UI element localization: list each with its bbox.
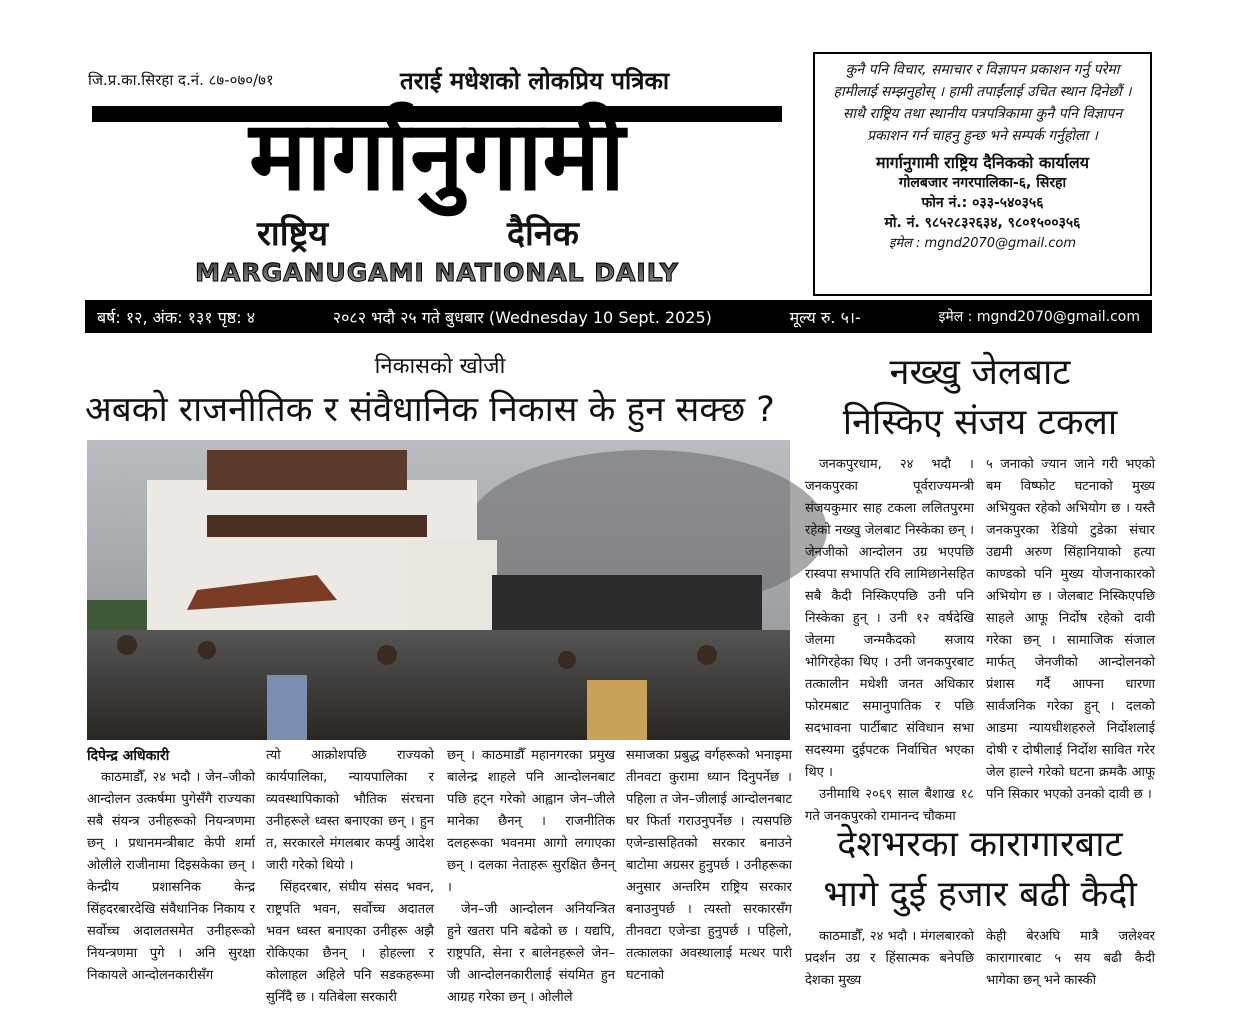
main-photo	[87, 440, 790, 740]
paragraph: सिंहदरबार, संघीय संसद भवन, राष्ट्रपति भवन, सर्वोच्च अदातल भवन ध्वस्त बनाएका उनीहरू अझै रोकिएका छैनन् । होहल्ला र कोलाहल अहिले पनि सडकहरूमा सुनिँदै छ । यतिबेला सरकारी	[266, 880, 434, 1005]
story-two-column-2	[986, 454, 1155, 806]
story-three-column-2	[986, 926, 1155, 992]
price: मूल्य रु. ५।-	[789, 307, 861, 327]
paragraph: काठमाडौँ, २४ भदौ । जेन–जीको आन्दोलन उत्कर्षमा पुगेसँगै राज्यका सबै संयन्त्र उनीहरूको नियन्त्रणमा छन् । प्रधानमन्त्रीबाट केपी शर्मा ओलीले राजीनामा दिइसकेका छन् । केन्द्रीय प्रशासनिक केन्द्र सिंहदरबारदेखि संवैधानिक निकाय र सर्वोच्च अदालतसमेत उनीहरूको नियन्त्रणमा पुगे । अनि सुरक्षा निकायले आन्दोलनकारीसँग	[87, 770, 255, 983]
paragraph: जेन–जी आन्दोलन अनियन्त्रित हुने खतरा पनि बढेको छ । यद्यपि, राष्ट्रपति, सेना र बालेनहरूले जेन–जी आन्दोलनकारीलाई संयमित हुन आग्रह गरेका छन् । ओलीले	[447, 902, 615, 1005]
ad-message: कुनै पनि विचार, समाचार र विज्ञापन प्रकाशन गर्नु परेमा हामीलाई सम्झनुहोस् । हामी तपाईंलाई उचित स्थान दिनेछौं । साथै राष्ट्रिय तथा स्थानीय पत्रपत्रिकामा कुनै पनि विज्ञापन प्रकाशन गर्न चाहनु हुन्छ भने सम्पर्क गर्नुहोला ।	[833, 62, 1132, 144]
ad-mobile: मो. नं. ९८५२८३२६३४, ९८०१५००३५६	[884, 215, 1081, 231]
story-three-column-1	[805, 926, 974, 992]
issue-info: बर्ष: १२, अंक: १३१ पृष्ठ: ४	[97, 307, 256, 327]
paragraph: काठमाडौँ, २४ भदौ । मंगलबारको प्रदर्शन उग्र र हिंसात्मक बनेपछि देशका मुख्य	[805, 929, 974, 988]
byline: दिपेन्द्र अधिकारी	[87, 748, 170, 764]
main-headline[interactable]: अबको राजनीतिक र संवैधानिक निकास के हुन सक्छ ?	[85, 390, 775, 430]
issue-date: २०८२ भदौ २५ गते बुधबार (Wednesday 10 Sept. 2025)	[332, 307, 712, 327]
story-two-column-1	[805, 454, 974, 824]
paragraph: त्यो आक्रोशपछि राज्यको कार्यपालिका, न्यायपालिका र व्यवस्थापिकाको भौतिक संरचना उनीहरूले ध्वस्त बनाएका छन् । हुन त, सरकारले मंगलबार कर्फ्यु आदेश जारी गरेको थियो ।	[266, 748, 434, 873]
story-three-headline-2[interactable]: भागे दुई हजार बढी कैदी	[823, 874, 1137, 915]
ad-office: मार्गानुगामी राष्ट्रिय दैनिकको कार्यालय	[876, 153, 1089, 172]
story-three-body	[805, 926, 1155, 992]
right-column	[805, 348, 1155, 999]
main-column-1	[87, 745, 255, 999]
paragraph: केही बेरअघि मात्रै जलेश्वर कारागारबाट ५ सय बढी कैदी भागेका छन् भने कास्की	[986, 929, 1155, 988]
ad-email: इमेल : mgnd2070@gmail.com	[888, 236, 1077, 251]
main-column-4	[626, 745, 792, 999]
ad-box	[813, 52, 1152, 296]
paragraph: उनीमाथि २०६९ साल बैशाख १८ गते जनकपुरको रामानन्द चौकमा	[805, 787, 974, 824]
ad-phone: फोन नं.: ०३३-५४०३५६	[921, 195, 1044, 211]
logo-dainik: दैनिक	[507, 214, 579, 254]
paragraph: जनकपुरधाम, २४ भदौ । जनकपुरका पूर्वराज्यमन्त्री संजयकुमार साह टकला ललितपुरमा रहेको नख्खु जेलबाट निस्केका छन् । जेनजीको आन्दोलन उग्र भएपछि रास्वपा सभापति रवि लामिछानेसहित सबै कैदी निस्किएपछि उनी पनि निस्केका हुन् । उनी १२ वर्षदेखि जेलमा जन्मकैदको सजाय भोगिरहेका थिए । उनी जनकपुरबाट तत्कालीन मधेशी जनत अधिकार फोरमबाट समानुपातिक र पछि सदभावना पार्टीबाट संविधान सभा सदस्यमा दुईपटक निर्वाचित भएका थिए ।	[805, 457, 974, 780]
paragraph: ५ जनाको ज्यान जाने गरी भएको बम विष्फोट घटनाको मुख्य अभियुक्त रहेको अभियोग छ । यस्तै जनकपुरका रेडियो टुडेका संचार उद्यमी अरुण सिंहानियाको हत्या काण्डको पनि मुख्य योजनाकारको अभियोग छ । जेलबाट निस्किएपछि साहले आफू निर्दोष रहेको दावी गरेका छन् । सामाजिक संजाल मार्फत् जेनजीको आन्दोलनको प्रंशास गर्दै आफ्ना धारणा सार्वजनिक गरेका हुन् । दलको आडमा न्यायधीशहरुले निर्दोशलाई दोषी र दोषीलाई निर्दोश सावित गरेर जेल हाल्ने गरेको घटना क्रमकै आफू पनि सिकार भएको उनको दावी छ ।	[986, 457, 1155, 802]
main-column-3	[447, 745, 615, 1005]
bar-email: इमेल : mgnd2070@gmail.com	[938, 309, 1140, 325]
logo-rastriya: राष्ट्रिय	[257, 214, 329, 254]
story-two-headline-2[interactable]: निस्किए संजय टकला	[842, 402, 1118, 443]
story-three-headline-1[interactable]: देशभरका कारागारबाट	[837, 824, 1123, 865]
ad-address: गोलबजार नगरपालिका-६, सिरहा	[898, 175, 1067, 191]
registration-number: जि.प्र.का.सिरहा द.नं. ८७-०७०/७१	[88, 71, 274, 89]
paragraph: छन् । काठमाडौँ महानगरका प्रमुख बालेन्द्र शाहले पनि आन्दोलनबाट पछि हट्न गरेको आह्वान जेन–जीले मानेका छैनन् । राजनीतिक दलहरूका भवनमा आगो लगाएका छन् । दलका नेताहरू सुरक्षित छैनन् ।	[447, 748, 615, 895]
logo-title: मार्गानुगामी	[249, 100, 625, 212]
main-kicker: निकासको खोजी	[374, 354, 506, 379]
story-two-body	[805, 454, 1155, 824]
story-two-headline-1[interactable]: नख्खु जेलबाट	[889, 352, 1071, 393]
paragraph: समाजका प्रबुद्ध वर्गहरूको भनाइमा तीनवटा कुरामा ध्यान दिनुपर्नेछ । पहिला त जेन–जीलाई आन्दोलनबाट घर फिर्ता गराउनुपर्नेछ । त्यसपछि एजेन्डासहितको सरकार बनाउने बाटोमा अग्रसर हुनुपर्छ । उनीहरूका अनुसार अन्तरिम राष्ट्रिय सरकार बनाउनुपर्छ । त्यस्तो सरकारसँग तीनवटा एजेन्डा हुनुपर्छ । पहिलो, तत्कालका अवस्थालाई मत्थर पारी घटनाको	[626, 748, 792, 983]
info-bar	[85, 300, 1152, 333]
tagline: तराई मधेशको लोकप्रिय पत्रिका	[400, 67, 670, 95]
main-column-2	[266, 745, 434, 1005]
logo-english: MARGANUGAMI NATIONAL DAILY	[82, 258, 792, 288]
